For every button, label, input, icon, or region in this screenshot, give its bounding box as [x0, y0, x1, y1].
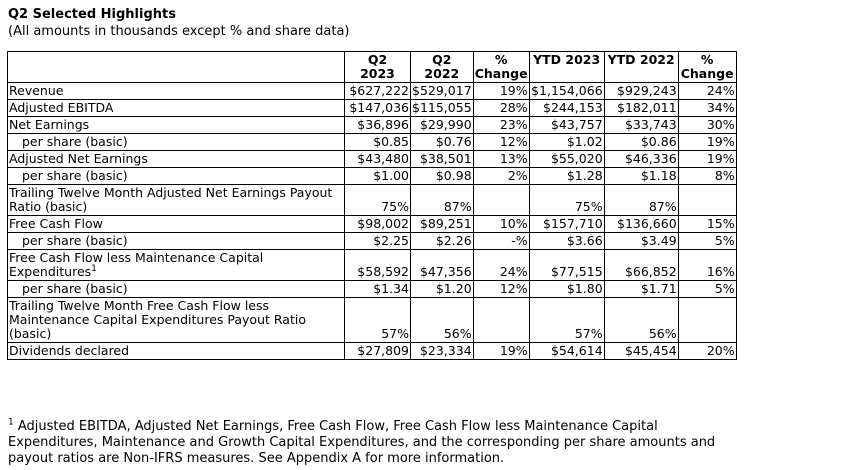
value-cell: $45,454 [604, 343, 678, 360]
table-header-row [8, 52, 737, 83]
row-label [8, 281, 345, 298]
header-q2-2022: Q2 2022 [411, 52, 474, 83]
value-cell: $929,243 [604, 83, 678, 100]
row-label-text: Adjusted Net Earnings [9, 151, 148, 166]
value-cell: $1.00 [345, 168, 411, 185]
value-cell: $47,356 [411, 250, 474, 281]
table-row [8, 151, 737, 168]
row-label-text: per share (basic) [22, 281, 128, 296]
table-row [8, 134, 737, 151]
value-cell: $58,592 [345, 250, 411, 281]
value-cell: $627,222 [345, 83, 411, 100]
row-label [8, 100, 345, 117]
value-cell: 19% [678, 134, 736, 151]
row-label-text: Trailing Twelve Month Adjusted Net Earnings Payout Ratio (basic) [9, 185, 333, 214]
table-row [8, 83, 737, 100]
value-cell: $0.98 [411, 168, 474, 185]
value-cell: $0.76 [411, 134, 474, 151]
header-label-cell [8, 52, 345, 83]
row-label-text: Net Earnings [9, 117, 90, 132]
value-cell: $3.49 [604, 233, 678, 250]
value-cell: $136,660 [604, 216, 678, 233]
highlights-table [7, 51, 737, 360]
value-cell: 10% [473, 216, 529, 233]
row-label [8, 83, 345, 100]
value-cell: 12% [473, 281, 529, 298]
header-ytd-2022: YTD 2022 [604, 52, 678, 83]
value-cell: $29,990 [411, 117, 474, 134]
value-cell: 5% [678, 281, 736, 298]
page-subtitle: (All amounts in thousands except % and share data) [8, 24, 350, 39]
value-cell [678, 298, 736, 343]
value-cell: $1.34 [345, 281, 411, 298]
value-cell: $2.26 [411, 233, 474, 250]
value-cell: 13% [473, 151, 529, 168]
row-label-text: Adjusted EBITDA [9, 100, 114, 115]
value-cell: $43,480 [345, 151, 411, 168]
table-row [8, 233, 737, 250]
value-cell: 19% [473, 343, 529, 360]
row-label [8, 168, 345, 185]
value-cell: $1.71 [604, 281, 678, 298]
value-cell: 28% [473, 100, 529, 117]
row-label-text: Dividends declared [9, 343, 130, 358]
value-cell: $0.86 [604, 134, 678, 151]
value-cell [678, 185, 736, 216]
value-cell: $77,515 [529, 250, 604, 281]
value-cell: 30% [678, 117, 736, 134]
footnote [8, 419, 748, 467]
value-cell: $46,336 [604, 151, 678, 168]
value-cell: 57% [529, 298, 604, 343]
value-cell: $1,154,066 [531, 83, 603, 98]
row-label [8, 250, 345, 281]
value-cell: 56% [604, 298, 678, 343]
header-q2-2023: Q2 2023 [345, 52, 411, 83]
value-cell: 5% [678, 233, 736, 250]
table-row [8, 168, 737, 185]
table-row [8, 343, 737, 360]
row-label-text: per share (basic) [22, 168, 128, 183]
value-cell: 12% [473, 134, 529, 151]
row-label [8, 298, 345, 343]
value-cell: 19% [678, 151, 736, 168]
value-cell: $54,614 [529, 343, 604, 360]
row-label-text: per share (basic) [22, 233, 128, 248]
value-cell: 2% [473, 168, 529, 185]
value-cell: $43,757 [529, 117, 604, 134]
value-cell: $529,017 [412, 83, 472, 98]
table-row [8, 117, 737, 134]
row-label [8, 134, 345, 151]
value-cell [473, 298, 529, 343]
value-cell: 15% [678, 216, 736, 233]
value-cell: $1.20 [411, 281, 474, 298]
value-cell: 57% [345, 298, 411, 343]
value-cell: 75% [345, 185, 411, 216]
row-label [8, 233, 345, 250]
row-label [8, 117, 345, 134]
table-row [8, 250, 737, 281]
value-cell: 87% [411, 185, 474, 216]
row-label-text: Free Cash Flow less Maintenance Capital Expenditures [9, 250, 264, 279]
value-cell: 87% [604, 185, 678, 216]
value-cell: $1.28 [529, 168, 604, 185]
table-row [8, 100, 737, 117]
value-cell: $98,002 [345, 216, 411, 233]
value-cell: $3.66 [529, 233, 604, 250]
value-cell: $2.25 [345, 233, 411, 250]
footnote-marker: 1 [8, 417, 14, 428]
row-label-text: per share (basic) [22, 134, 128, 149]
row-label [8, 151, 345, 168]
row-label [8, 185, 345, 216]
value-cell: $33,743 [604, 117, 678, 134]
header-ytd-change: % Change [678, 52, 736, 83]
header-q2-change: % Change [474, 52, 528, 81]
row-label-text: Revenue [9, 83, 64, 98]
value-cell: $36,896 [345, 117, 411, 134]
value-cell: $1.02 [529, 134, 604, 151]
value-cell: $115,055 [412, 100, 472, 115]
header-ytd-2023: YTD 2023 [529, 52, 604, 83]
table-row [8, 185, 737, 216]
footnote-text: Adjusted EBITDA, Adjusted Net Earnings, Free Cash Flow, Free Cash Flow less Maintenance Capital Expenditures, Maintenance and Growth Capital Expenditures, and the corresponding per share amounts and payout ratios are Non-IFRS measures. See Appendix A for more information. [8, 419, 716, 466]
value-cell: 34% [678, 100, 736, 117]
value-cell: 8% [678, 168, 736, 185]
page-title: Q2 Selected Highlights [8, 7, 176, 22]
value-cell: $66,852 [604, 250, 678, 281]
value-cell: $1.80 [529, 281, 604, 298]
value-cell: $38,501 [411, 151, 474, 168]
value-cell [473, 185, 529, 216]
row-label-text: Free Cash Flow [9, 216, 103, 231]
row-label [8, 343, 345, 360]
value-cell: 23% [473, 117, 529, 134]
value-cell: 16% [678, 250, 736, 281]
value-cell: 19% [473, 83, 529, 100]
value-cell: $147,036 [345, 100, 411, 117]
value-cell: $157,710 [529, 216, 604, 233]
value-cell: 24% [473, 250, 529, 281]
value-cell: $55,020 [529, 151, 604, 168]
value-cell: -% [473, 233, 529, 250]
value-cell: 75% [529, 185, 604, 216]
table-row [8, 298, 737, 343]
footnote-ref: 1 [91, 263, 97, 274]
value-cell: $244,153 [529, 100, 604, 117]
table-row [8, 281, 737, 298]
value-cell: $27,809 [345, 343, 411, 360]
value-cell: 56% [411, 298, 474, 343]
value-cell: $182,011 [604, 100, 678, 117]
row-label [8, 216, 345, 233]
value-cell: $89,251 [411, 216, 474, 233]
value-cell: 20% [678, 343, 736, 360]
table-row [8, 216, 737, 233]
value-cell: 24% [678, 83, 736, 100]
value-cell: $0.85 [345, 134, 411, 151]
value-cell: $1.18 [604, 168, 678, 185]
value-cell: $23,334 [411, 343, 474, 360]
row-label-text: Trailing Twelve Month Free Cash Flow less Maintenance Capital Expenditures Payout Ratio (basic) [9, 298, 306, 341]
